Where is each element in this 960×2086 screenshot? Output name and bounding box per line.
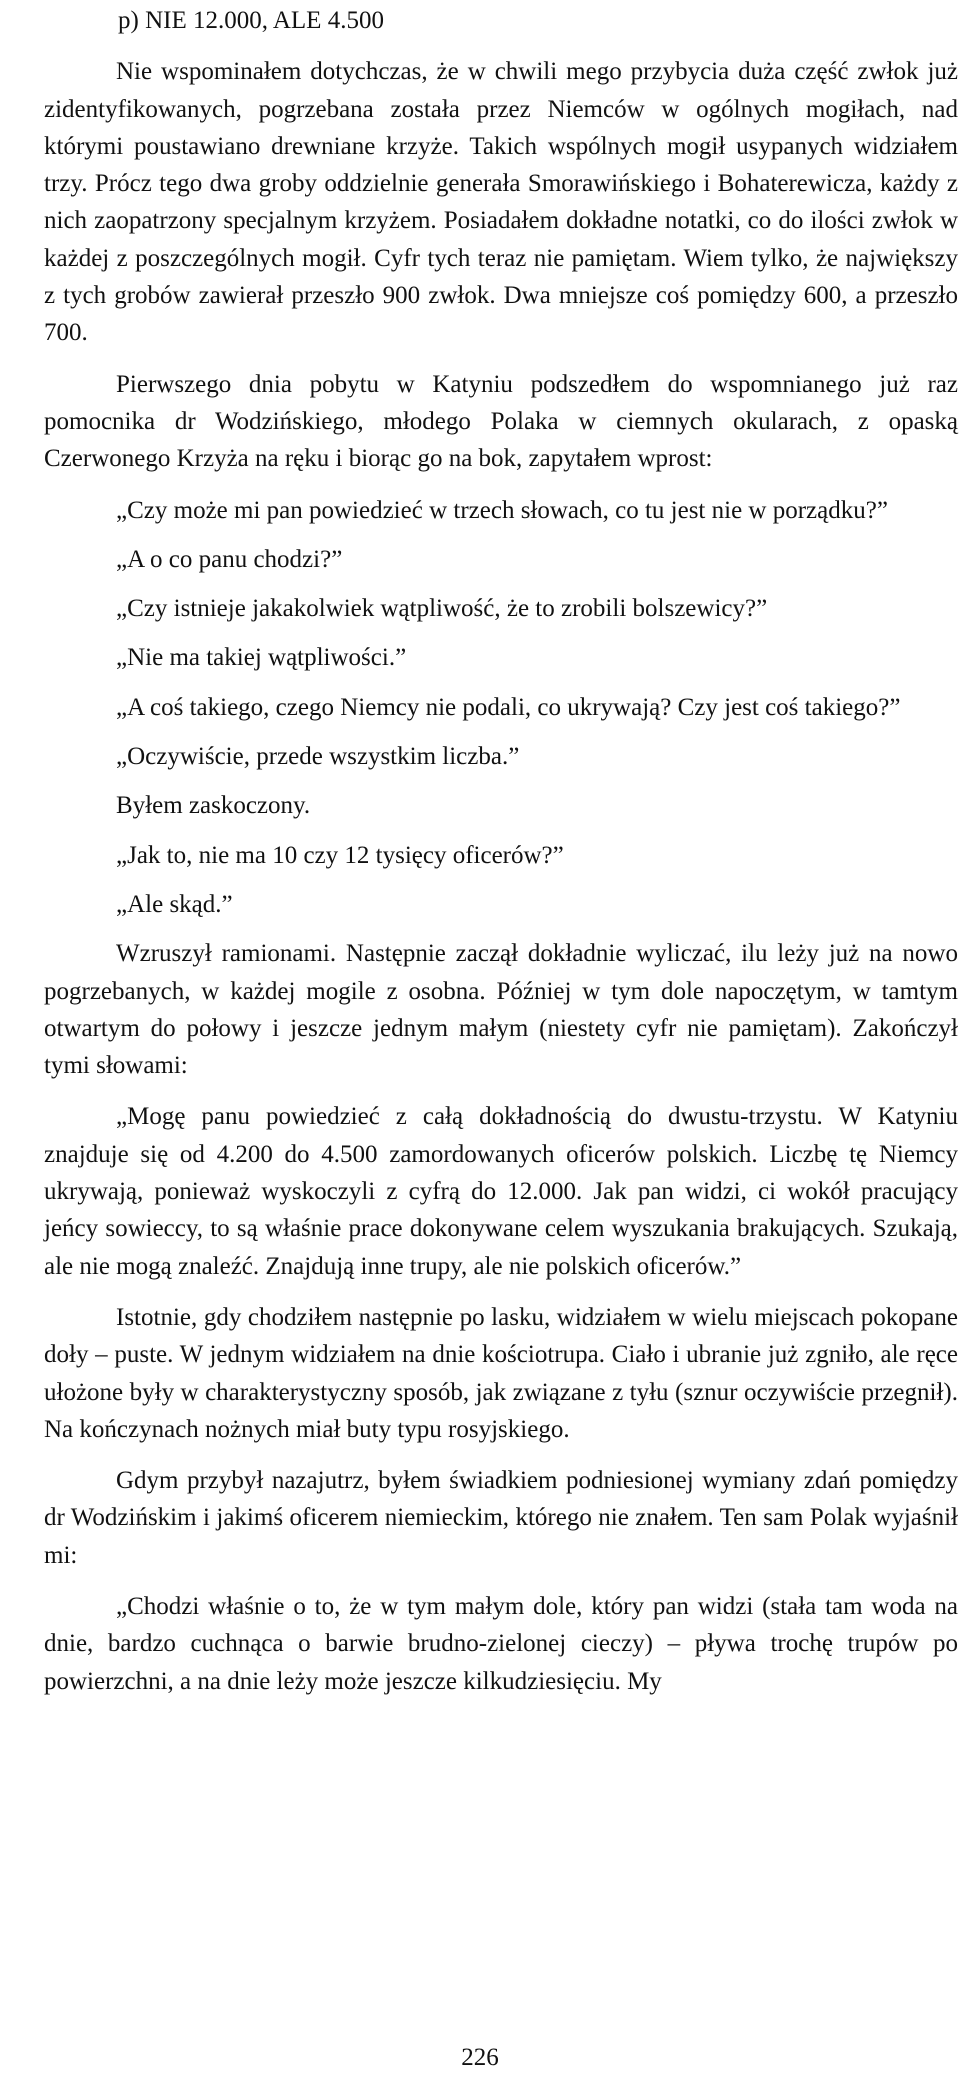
section-heading: p) NIE 12.000, ALE 4.500 [118, 7, 384, 34]
paragraph-graves: Nie wspominałem dotychczas, że w chwili mego przybycia duża część zwłok już zidentyfikowanych, pogrzebana została przez Niemców w ogólnych mogiłach, nad którymi poustawiano drewniane krzyże. Takich wspólnych mogił usypanych widziałem trzy. Prócz tego dwa groby oddzielnie generała Smorawińskiego i Bohaterewicza, każdy z nich zaopatrzony specjalnym krzyżem. Posiadałem dokładne notatki, co do ilości zwłok w każdej z poszczególnych mogił. Cyfr tych teraz nie pamiętam. Wiem tylko, że największy z tych grobów zawierał przeszło 900 zwłok. Dwa mniejsze coś pomiędzy 600, a przeszło 700. [44, 58, 958, 347]
paragraph-first-day: Pierwszego dnia pobytu w Katyniu podszedłem do wspomnianego już raz pomocnika dr Wodzińskiego, młodego Polaka w ciemnych okularach, z opaską Czerwonego Krzyża na ręku i biorąc go na bok, zapytałem wprost: [44, 370, 958, 473]
dialogue-line: „Czy może mi pan powiedzieć w trzech słowach, co tu jest nie w porządku?” [116, 496, 888, 524]
dialogue-line: „Nie ma takiej wątpliwości.” [116, 644, 407, 672]
paragraph-small-pit: „Chodzi właśnie o to, że w tym małym dole, który pan widzi (stała tam woda na dnie, bardzo cuchnąca o barwie brudno-zielonej cieczy) – pływa trochę trupów po powierzchni, a na dnie leży może jeszcze kilkudziesięciu. My [44, 1592, 958, 1695]
dialogue-line: „Czy istnieje jakakolwiek wątpliwość, że to zrobili bolszewicy?” [116, 595, 768, 623]
paragraph-next-day: Gdym przybył nazajutrz, byłem świadkiem podniesionej wymiany zdań pomiędzy dr Wodzińskim i jakimś oficerem niemieckim, którego nie znałem. Ten sam Polak wyjaśnił mi: [44, 1467, 958, 1569]
dialogue-line: „Jak to, nie ma 10 czy 12 tysięcy oficerów?” [116, 841, 564, 869]
document-page [44, 0, 958, 1700]
paragraph-quote-number: „Mogę panu powiedzieć z całą dokładnością do dwustu-trzystu. W Katyniu znajduje się od 4.200 do 4.500 zamordowanych oficerów polskich. Liczbę tę Niemcy ukrywają, ponieważ wyskoczyli z cyfrą do 12.000. Jak pan widzi, ci wokół pracujący jeńcy sowieccy, to są właśnie prace dokonywane celem wyszukania brakujących. Szukają, ale nie mogą znaleźć. Znajdują inne trupy, ale nie polskich oficerów.” [44, 1103, 958, 1280]
paragraph-pits: Istotnie, gdy chodziłem następnie po lasku, widziałem w wielu miejscach pokopane doły – puste. W jednym widziałem na dnie kościotrupa. Ciało i ubranie już zgniło, ale ręce ułożone były w charakterystyczny sposób, jak związane z tyłu (sznur oczywiście przegnił). Na kończynach nożnych miał buty typu rosyjskiego. [44, 1303, 958, 1443]
dialogue-line: „A o co panu chodzi?” [116, 545, 343, 573]
dialogue-line: „A coś takiego, czego Niemcy nie podali, co ukrywają? Czy jest coś takiego?” [116, 693, 901, 721]
narration-line: Byłem zaskoczony. [116, 792, 311, 820]
paragraph-count: Wzruszył ramionami. Następnie zaczął dokładnie wyliczać, ilu leży już na nowo pogrzebanych, w każdej mogile z osobna. Później w tym dole napoczętym, w tamtym otwartym do połowy i jeszcze jednym małym (niestety cyfr nie pamiętam). Zakończył tymi słowami: [44, 940, 958, 1080]
dialogue-line: „Ale skąd.” [116, 890, 233, 918]
dialogue-line: „Oczywiście, przede wszystkim liczba.” [116, 743, 520, 771]
page-number: 226 [461, 2044, 499, 2071]
